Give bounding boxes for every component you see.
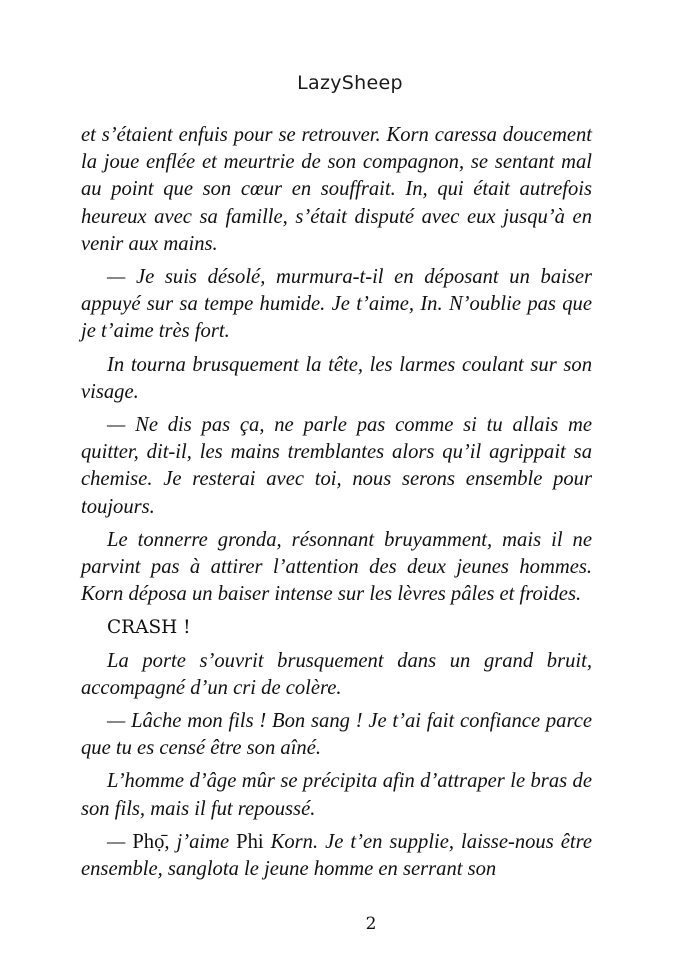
character-name-pho: Phọ̄ bbox=[132, 830, 165, 853]
dialogue-dash: — bbox=[107, 830, 133, 853]
paragraph-10-text-1: , j’aime bbox=[164, 830, 237, 853]
paragraph-8: — Lâche mon fils ! Bon sang ! Je t’ai fait confiance parce que tu es censé être son aîné. bbox=[81, 710, 592, 760]
paragraph-9: L’homme d’âge mûr se précipita afin d’attraper le bras de son fils, mais il fut repoussé. bbox=[81, 770, 592, 820]
page-number: 2 bbox=[365, 914, 377, 934]
paragraph-3: In tourna brusquement la tête, les larmes coulant sur son visage. bbox=[81, 353, 592, 403]
paragraph-5: Le tonnerre gronda, résonnant bruyamment, mais il ne parvint pas à attirer l’attention des deux jeunes hommes. Korn déposa un baiser intense sur les lèvres pâles et froides. bbox=[81, 528, 592, 606]
honorific-phi: Phi bbox=[236, 830, 264, 853]
paragraph-10-text-2: Korn. Je t’en supplie, laisse-nous être ensemble, sanglota le jeune homme en serrant son bbox=[81, 830, 592, 881]
page-body-text bbox=[81, 122, 592, 889]
running-header: LazySheep bbox=[297, 72, 403, 94]
paragraph-4: — Ne dis pas ça, ne parle pas comme si tu allais me quitter, dit-il, les mains tremblantes alors qu’il agrippait sa chemise. Je resterai avec toi, nous serons ensemble pour toujours. bbox=[81, 414, 592, 518]
paragraph-10 bbox=[81, 829, 592, 883]
paragraph-6-crash: CRASH ! bbox=[107, 617, 191, 639]
paragraph-2: — Je suis désolé, murmura-t-il en déposant un baiser appuyé sur sa tempe humide. Je t’aime, In. N’oublie pas que je t’aime très fort. bbox=[81, 266, 592, 343]
paragraph-1: et s’étaient enfuis pour se retrouver. Korn caressa doucement la joue enflée et meurtrie de son compagnon, se sentant mal au point que son cœur en souffrait. In, qui était autrefois heureux avec sa famille, s’était disputé avec eux jusqu’à en venir aux mains. bbox=[81, 124, 592, 255]
paragraph-7: La porte s’ouvrit brusquement dans un grand bruit, accompagné d’un cri de colère. bbox=[81, 649, 592, 699]
